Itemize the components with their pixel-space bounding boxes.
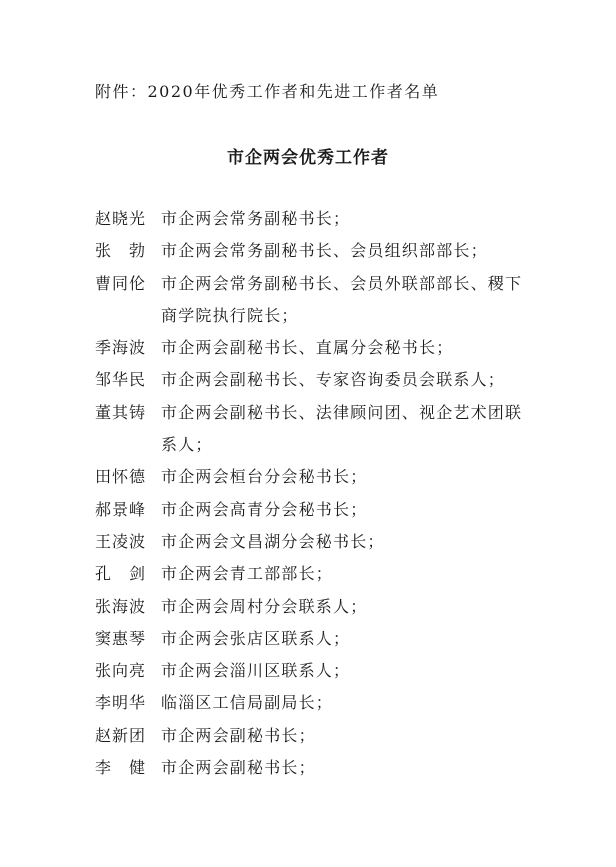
person-role: 临淄区工信局副局长； [161,693,334,713]
list-item [95,623,535,655]
list-item [95,687,535,719]
person-name: 张海波 [95,596,147,616]
attachment-line: 附件：2020年优秀工作者和先进工作者名单 [95,82,440,101]
list-item [95,332,535,364]
person-name: 张 勃 [95,241,147,261]
person-name: 赵晓光 [95,209,147,228]
person-role: 市企两会桓台分会秘书长； [161,467,368,487]
person-role: 市企两会常务副秘书长、会员组织部部长； [161,241,488,261]
person-name: 董其铸 [95,402,147,422]
person-role: 市企两会常务副秘书长； [161,209,351,228]
person-name: 李 健 [95,758,147,778]
list-item [95,752,535,784]
person-role: 市企两会文昌湖分会秘书长； [161,531,385,551]
person-role: 市企两会高青分会秘书长； [161,499,368,519]
person-role: 市企两会副秘书长、专家咨询委员会联系人； [161,370,506,390]
person-role: 市企两会青工部部长； [161,564,334,584]
list-item [95,655,535,687]
person-name: 邹华民 [95,370,147,390]
list-item [95,461,535,493]
person-name: 张向亮 [95,661,147,681]
person-name: 田怀德 [95,467,147,487]
list-item [95,203,535,235]
section-title: 市企两会优秀工作者 [227,148,389,168]
list-item [95,558,535,590]
list-item [95,720,535,752]
list-item [95,268,535,333]
person-name: 王凌波 [95,531,147,551]
person-name: 窦惠琴 [95,628,147,648]
person-name: 赵新团 [95,725,147,745]
person-name: 李明华 [95,693,147,713]
person-role: 市企两会副秘书长、直属分会秘书长； [161,338,454,358]
person-name: 孔 剑 [95,564,147,584]
person-role: 市企两会副秘书长； [161,758,316,778]
list-item [95,526,535,558]
person-role: 市企两会常务副秘书长、会员外联部部长、稷下商学院执行院长； [161,273,523,325]
person-name: 季海波 [95,338,147,358]
person-name: 曹同伦 [95,273,147,293]
person-role: 市企两会淄川区联系人； [161,661,351,681]
worker-list [95,203,535,784]
list-item [95,235,535,267]
person-role: 市企两会周村分会联系人； [161,596,368,616]
list-item [95,494,535,526]
list-item [95,591,535,623]
person-role: 市企两会张店区联系人； [161,628,351,648]
person-name: 郝景峰 [95,499,147,519]
person-role: 市企两会副秘书长、法律顾问团、视企艺术团联系人； [161,402,523,455]
list-item [95,397,535,462]
person-role: 市企两会副秘书长； [161,725,316,745]
list-item [95,364,535,396]
